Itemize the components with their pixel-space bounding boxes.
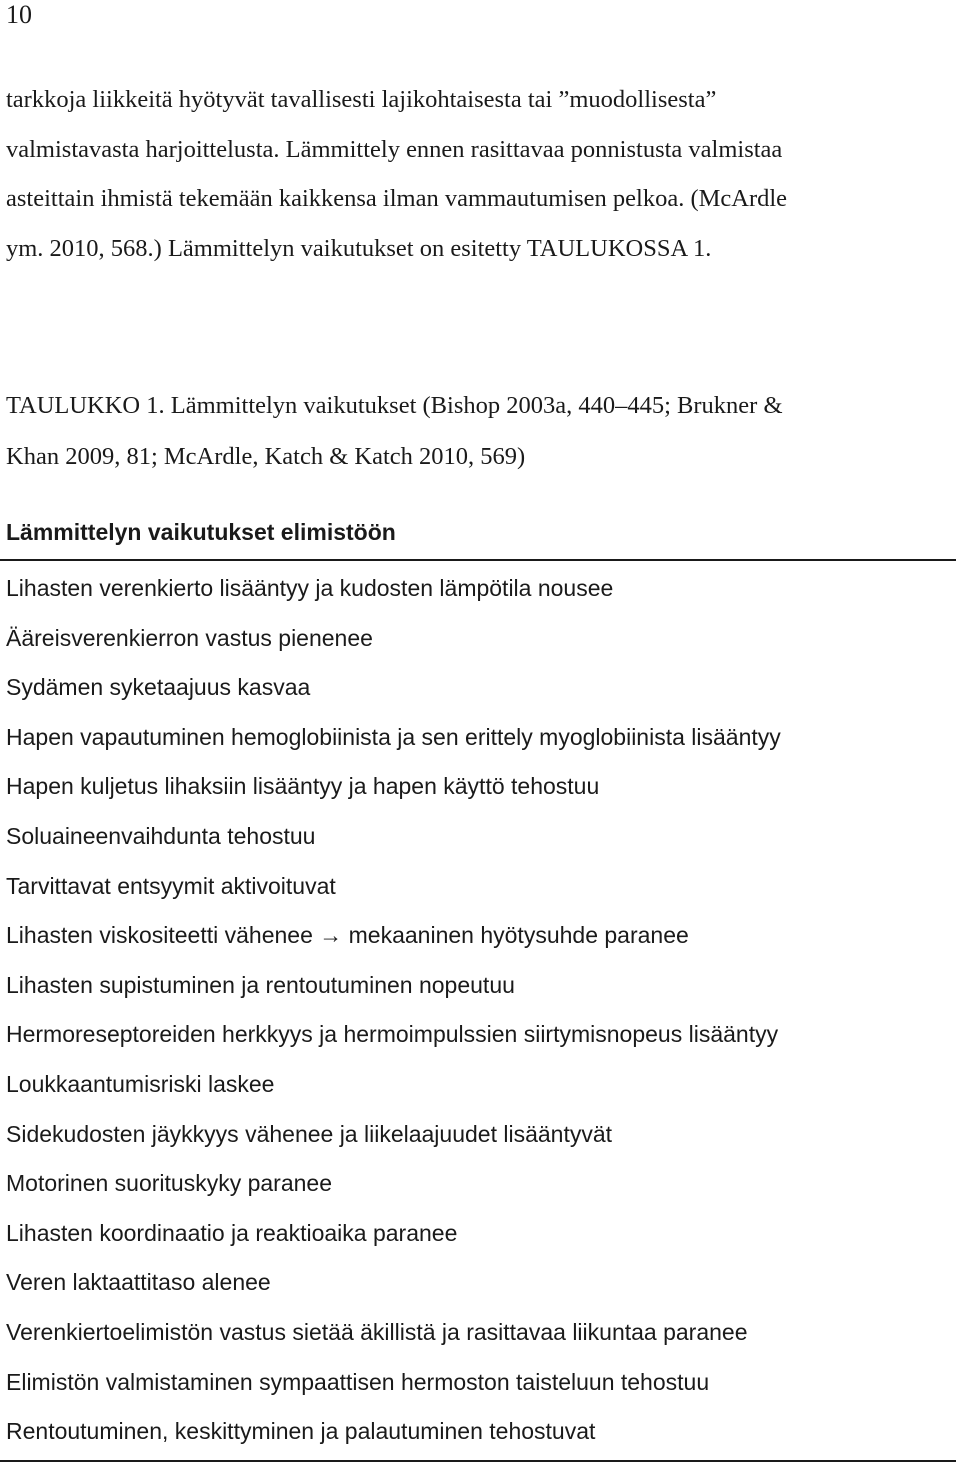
body-paragraph: [6, 75, 946, 273]
table-row: Lihasten supistuminen ja rentoutuminen nopeutuu: [6, 971, 515, 998]
table-row: Lihasten viskositeetti vähenee → mekaaninen hyötysuhde paranee: [6, 922, 689, 949]
table-row: Lihasten verenkierto lisääntyy ja kudosten lämpötila nousee: [6, 575, 614, 601]
table-header: Lämmittelyn vaikutukset elimistöön: [0, 507, 956, 561]
paragraph-line: asteittain ihmistä tekemään kaikkensa ilman vammautumisen pelkoa. (McArdle: [6, 185, 788, 212]
table-row: Lihasten koordinaatio ja reaktioaika paranee: [6, 1219, 458, 1246]
caption-line: TAULUKKO 1. Lämmittelyn vaikutukset (Bishop 2003a, 440–445; Brukner &: [6, 392, 783, 419]
paragraph-line: ym. 2010, 568.) Lämmittelyn vaikutukset on esitetty TAULUKOSSA 1.: [6, 234, 712, 262]
effects-table: [0, 507, 960, 1462]
table-row: Tarvittavat entsyymit aktivoituvat: [6, 872, 336, 899]
table-row: Sydämen syketaajuus kasvaa: [6, 674, 311, 701]
table-row: Veren laktaattitaso alenee: [6, 1269, 271, 1296]
table-row: Rentoutuminen, keskittyminen ja palautuminen tehostuvat: [6, 1418, 596, 1445]
paragraph-line: valmistavasta harjoittelusta. Lämmittely ennen rasittavaa ponnistusta valmistaa: [6, 135, 783, 163]
table-row: Motorinen suorituskyky paranee: [6, 1170, 332, 1197]
table-body: [0, 564, 956, 1462]
table-row: Loukkaantumisriski laskee: [6, 1070, 275, 1097]
table-row: Elimistön valmistaminen sympaattisen hermoston taisteluun tehostuu: [6, 1368, 710, 1395]
table-caption: [6, 380, 946, 482]
table-row: Soluaineenvaihdunta tehostuu: [6, 822, 316, 849]
caption-line: Khan 2009, 81; McArdle, Katch & Katch 2010, 569): [6, 443, 526, 470]
table-row: Hapen vapautuminen hemoglobiinista ja sen erittely myoglobiinista lisääntyy: [6, 723, 781, 750]
table-row: Verenkiertoelimistön vastus sietää äkillistä ja rasittavaa liikuntaa paranee: [6, 1318, 748, 1345]
page-number: 10: [6, 0, 32, 29]
table-row: Hermoreseptoreiden herkkyys ja hermoimpulssien siirtymisnopeus lisääntyy: [6, 1021, 779, 1048]
paragraph-line: tarkkoja liikkeitä hyötyvät tavallisesti lajikohtaisesta tai ”muodollisesta”: [6, 86, 717, 113]
table-row: Hapen kuljetus lihaksiin lisääntyy ja hapen käyttö tehostuu: [6, 773, 600, 800]
table-row: Sidekudosten jäykkyys vähenee ja liikelaajuudet lisääntyvät: [6, 1120, 613, 1147]
table-row: Ääreisverenkierron vastus pienenee: [6, 624, 373, 651]
